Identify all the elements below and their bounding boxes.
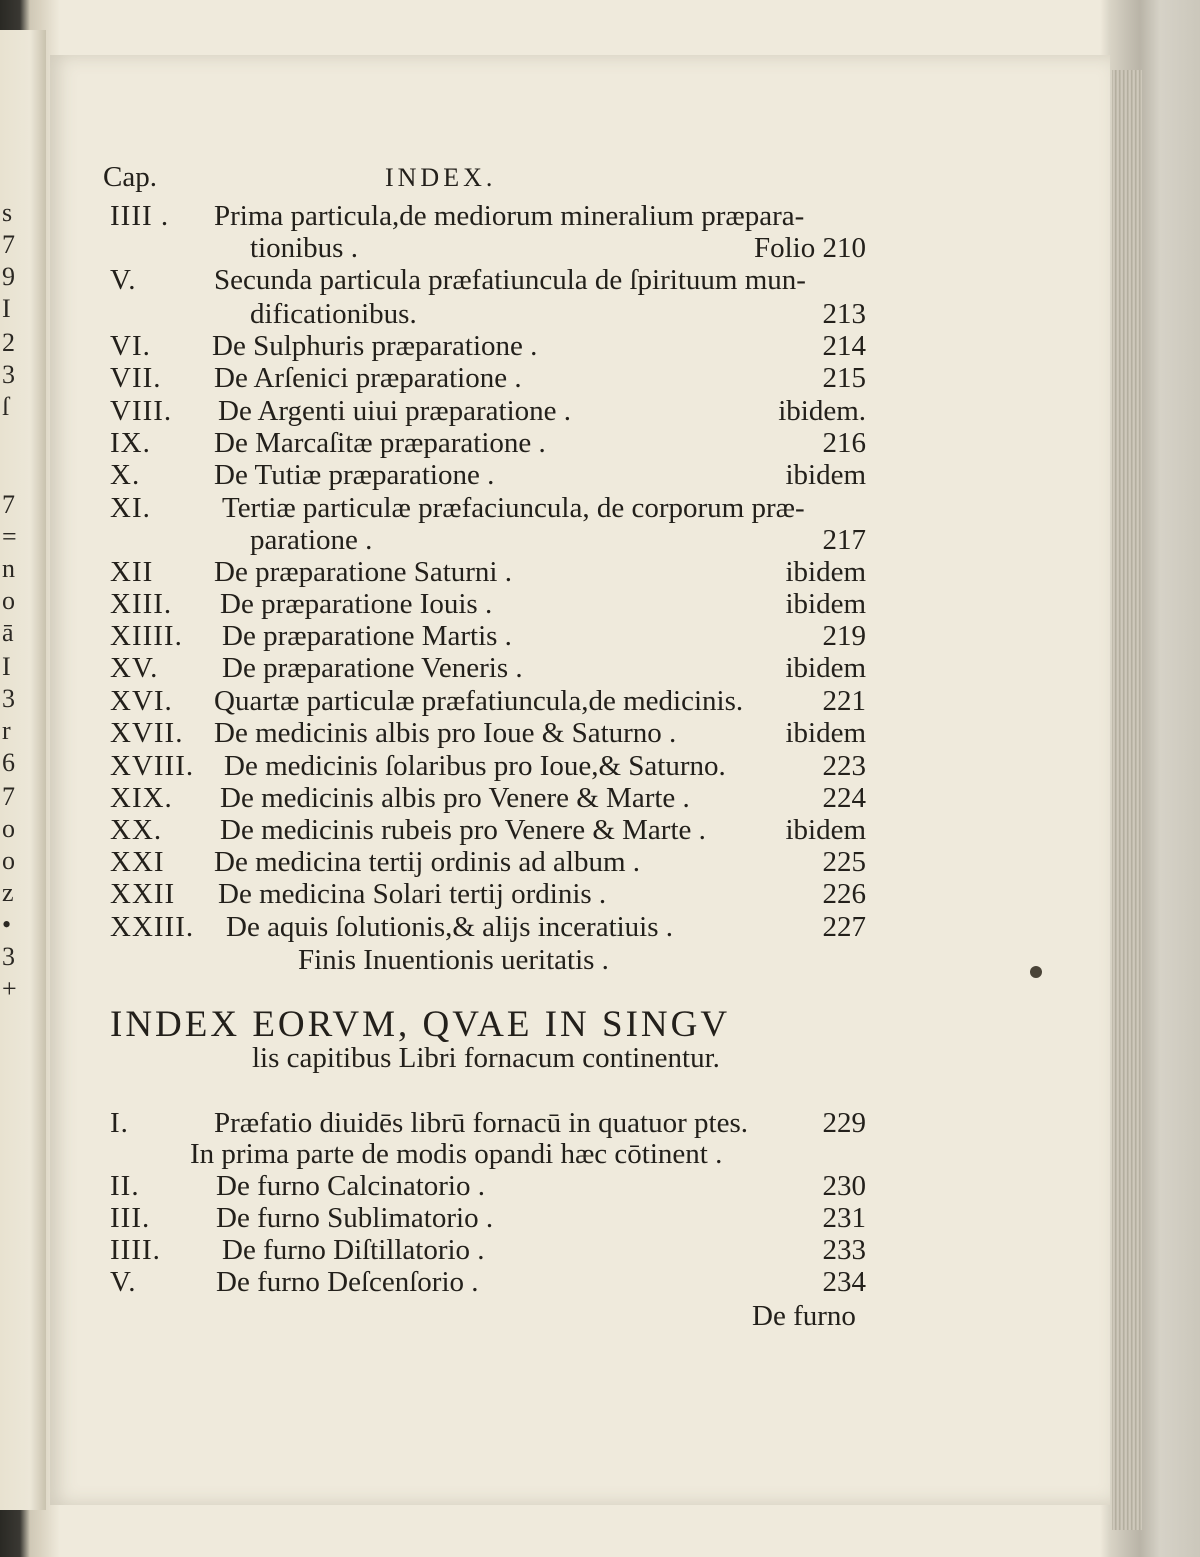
row-page-ref: 226 bbox=[822, 878, 866, 910]
row-page-ref: ibidem bbox=[785, 652, 866, 684]
left-page-glyph: o bbox=[2, 846, 15, 875]
row-numeral: XIX. bbox=[110, 782, 173, 814]
row-numeral: XX. bbox=[110, 814, 163, 846]
row-numeral: XXII bbox=[110, 878, 176, 910]
row-text: De furno Sublimatorio . bbox=[216, 1202, 494, 1234]
row-numeral: XIIII. bbox=[110, 620, 183, 652]
row-text: dificationibus. bbox=[250, 298, 417, 330]
row-text: In prima parte de modis opandi hæc cōtinent . bbox=[190, 1138, 723, 1170]
row-page-ref: 227 bbox=[822, 911, 866, 943]
left-page-glyph: n bbox=[2, 554, 15, 583]
left-page-glyph: 3 bbox=[2, 684, 15, 713]
header-title: INDEX. bbox=[385, 163, 497, 192]
row-text: Secunda particula præfatiuncula de ſpirituum mun- bbox=[214, 264, 806, 296]
row-numeral: XVII. bbox=[110, 717, 184, 749]
row-text: Quartæ particulæ præfatiuncula,de medicinis. bbox=[214, 685, 744, 717]
left-page-glyph: I bbox=[2, 652, 11, 681]
row-page-ref: 231 bbox=[822, 1202, 866, 1234]
row-text: De præparatione Martis . bbox=[222, 620, 512, 652]
row-page-ref: ibidem bbox=[785, 588, 866, 620]
row-numeral: IX. bbox=[110, 427, 151, 459]
row-text: De medicinis albis pro Ioue & Saturno . bbox=[214, 717, 677, 749]
left-page-glyph: o bbox=[2, 814, 15, 843]
row-text: De medicinis ſolaribus pro Ioue,& Saturno. bbox=[224, 750, 726, 782]
row-page-ref: 213 bbox=[822, 298, 866, 330]
row-text: De præparatione Iouis . bbox=[220, 588, 493, 620]
row-page-ref: 221 bbox=[822, 685, 866, 717]
row-text: De medicina tertij ordinis ad album . bbox=[214, 846, 641, 878]
row-text: De furno Deſcenſorio . bbox=[216, 1266, 479, 1298]
row-page-ref: 230 bbox=[822, 1170, 866, 1202]
left-page-glyph: 7 bbox=[2, 230, 15, 259]
left-page-glyph: 9 bbox=[2, 262, 15, 291]
row-text: De medicinis albis pro Venere & Marte . bbox=[220, 782, 690, 814]
row-text: tionibus . bbox=[250, 232, 358, 264]
row-page-ref: ibidem bbox=[785, 814, 866, 846]
row-text: De Arſenici præparatione . bbox=[214, 362, 522, 394]
row-numeral: XXIII. bbox=[110, 911, 195, 943]
ink-spot bbox=[1030, 966, 1042, 978]
row-text: De medicina Solari tertij ordinis . bbox=[218, 878, 607, 910]
left-page-glyph: s bbox=[2, 198, 13, 227]
row-page-ref: 214 bbox=[822, 330, 866, 362]
row-numeral: VII. bbox=[110, 362, 162, 394]
left-page-glyph: ſ bbox=[2, 392, 10, 421]
row-page-ref: 219 bbox=[822, 620, 866, 652]
row-text: De furno Calcinatorio . bbox=[216, 1170, 485, 1202]
left-page-glyph: o bbox=[2, 586, 15, 615]
left-page-glyph: • bbox=[2, 910, 12, 939]
row-numeral: XVIII. bbox=[110, 750, 195, 782]
row-text: De præparatione Veneris . bbox=[222, 652, 523, 684]
left-page-glyph: 7 bbox=[2, 782, 15, 811]
row-page-ref: 223 bbox=[822, 750, 866, 782]
finis-line: Finis Inuentionis ueritatis . bbox=[298, 944, 609, 976]
left-page-glyph: r bbox=[2, 716, 11, 745]
left-page-glyph: 3 bbox=[2, 360, 15, 389]
row-page-ref: ibidem bbox=[785, 717, 866, 749]
row-page-ref: ibidem bbox=[785, 459, 866, 491]
row-numeral: XVI. bbox=[110, 685, 173, 717]
row-page-ref: ibidem. bbox=[778, 395, 866, 427]
row-text: De furno Diſtillatorio . bbox=[222, 1234, 485, 1266]
row-text: De Argenti uiui præparatione . bbox=[218, 395, 572, 427]
row-page-ref: 215 bbox=[822, 362, 866, 394]
index2-subtitle: lis capitibus Libri fornacum continentur. bbox=[252, 1042, 720, 1074]
row-numeral: II. bbox=[110, 1170, 140, 1202]
row-numeral: X. bbox=[110, 459, 141, 491]
row-page-ref: 224 bbox=[822, 782, 866, 814]
row-text: Præfatio diuidēs librū fornacū in quatuor ptes. bbox=[214, 1107, 748, 1139]
left-page-glyph: 3 bbox=[2, 942, 15, 971]
row-page-ref: ibidem bbox=[785, 556, 866, 588]
row-page-ref: 217 bbox=[822, 524, 866, 556]
left-page-glyph: z bbox=[2, 878, 14, 907]
row-page-ref: Folio 210 bbox=[754, 232, 866, 264]
left-page-glyph: 6 bbox=[2, 748, 15, 777]
row-text: De præparatione Saturni . bbox=[214, 556, 512, 588]
row-text: De Sulphuris præparatione . bbox=[212, 330, 538, 362]
row-page-ref: 225 bbox=[822, 846, 866, 878]
left-page-glyph: ā bbox=[2, 618, 14, 647]
row-page-ref: 229 bbox=[822, 1107, 866, 1139]
row-numeral: XIII. bbox=[110, 588, 173, 620]
left-page-glyph: 7 bbox=[2, 490, 15, 519]
index2-title: INDEX EORVM, QVAE IN SINGV bbox=[110, 1004, 731, 1045]
row-text: De medicinis rubeis pro Venere & Marte . bbox=[220, 814, 706, 846]
row-numeral: VIII. bbox=[110, 395, 173, 427]
row-numeral: XXI bbox=[110, 846, 165, 878]
row-numeral: IIII. bbox=[110, 1234, 161, 1266]
row-numeral: I. bbox=[110, 1107, 129, 1139]
row-page-ref: 234 bbox=[822, 1266, 866, 1298]
left-page-glyph: = bbox=[2, 522, 17, 551]
row-numeral: V. bbox=[110, 264, 137, 296]
row-numeral: III. bbox=[110, 1202, 151, 1234]
left-page-edge bbox=[0, 30, 46, 1510]
row-numeral: IIII . bbox=[110, 200, 170, 232]
left-page-glyph: + bbox=[2, 974, 17, 1003]
row-page-ref: 216 bbox=[822, 427, 866, 459]
row-numeral: XV. bbox=[110, 652, 159, 684]
page-fore-edge bbox=[1112, 70, 1142, 1530]
row-text: De Marcaſitæ præparatione . bbox=[214, 427, 546, 459]
catchword: De furno bbox=[752, 1300, 856, 1332]
row-text: Tertiæ particulæ præfaciuncula, de corporum præ- bbox=[222, 492, 805, 524]
left-page-glyph: 2 bbox=[2, 328, 15, 357]
row-numeral: V. bbox=[110, 1266, 137, 1298]
left-page-glyph: I bbox=[2, 294, 11, 323]
header-cap: Cap. bbox=[103, 161, 157, 193]
row-page-ref: 233 bbox=[822, 1234, 866, 1266]
row-text: Prima particula,de mediorum mineralium præpara- bbox=[214, 200, 805, 232]
row-text: De aquis ſolutionis,& alijs inceratiuis . bbox=[226, 911, 674, 943]
row-text: paratione . bbox=[250, 524, 373, 556]
row-numeral: XII bbox=[110, 556, 154, 588]
row-text: De Tutiæ præparatione . bbox=[214, 459, 495, 491]
row-numeral: XI. bbox=[110, 492, 151, 524]
row-numeral: VI. bbox=[110, 330, 151, 362]
